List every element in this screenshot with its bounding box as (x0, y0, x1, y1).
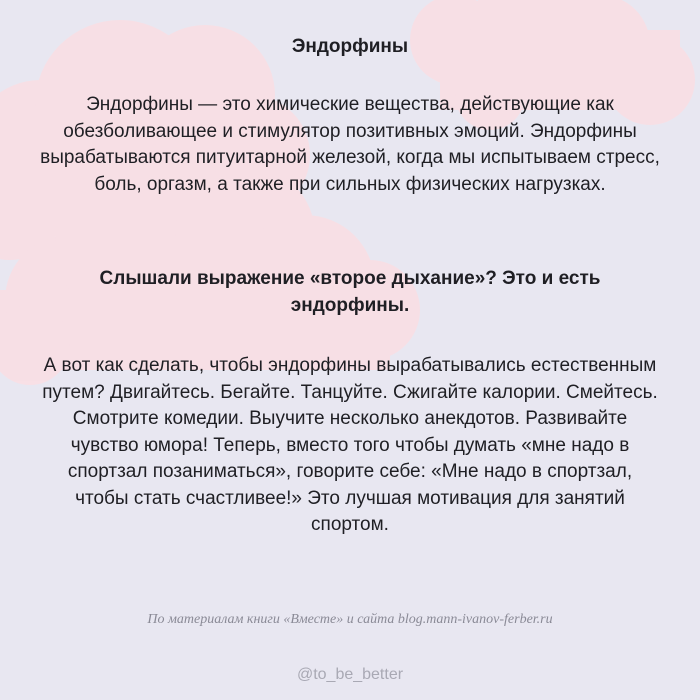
post-title: Эндорфины (291, 36, 409, 57)
paragraph-advice: А вот как сделать, чтобы эндорфины вырабатывались естественным путем? Двигайтесь. Бегайте. Танцуйте. Сжигайте калории. Смейтесь. Смотрите комедии. Выучите несколько анекдотов. Развивайте чувство юмора! Теперь, вместо того чтобы думать «мне надо в спортзал позаниматься», говорите себе: «Мне надо в спортзал, чтобы стать счастливее!» Это лучшая мотивация для занятий спортом. (42, 355, 658, 535)
paragraph-definition: Эндорфины — это химические вещества, действующие как обезболивающее и стимулятор позитивных эмоций. Эндорфины вырабатываются питуитарной железой, когда мы испытываем стресс, боль, оргазм, а также при сильных физических нагрузках. (40, 94, 660, 195)
paragraph-highlight: Слышали выражение «второе дыхание»? Это и есть эндорфины. (99, 268, 601, 316)
author-handle: @to_be_better (296, 666, 404, 683)
post-content (40, 0, 660, 700)
source-note: По материалам книги «Вместе» и сайта blog.mann-ivanov-ferber.ru (147, 612, 553, 627)
